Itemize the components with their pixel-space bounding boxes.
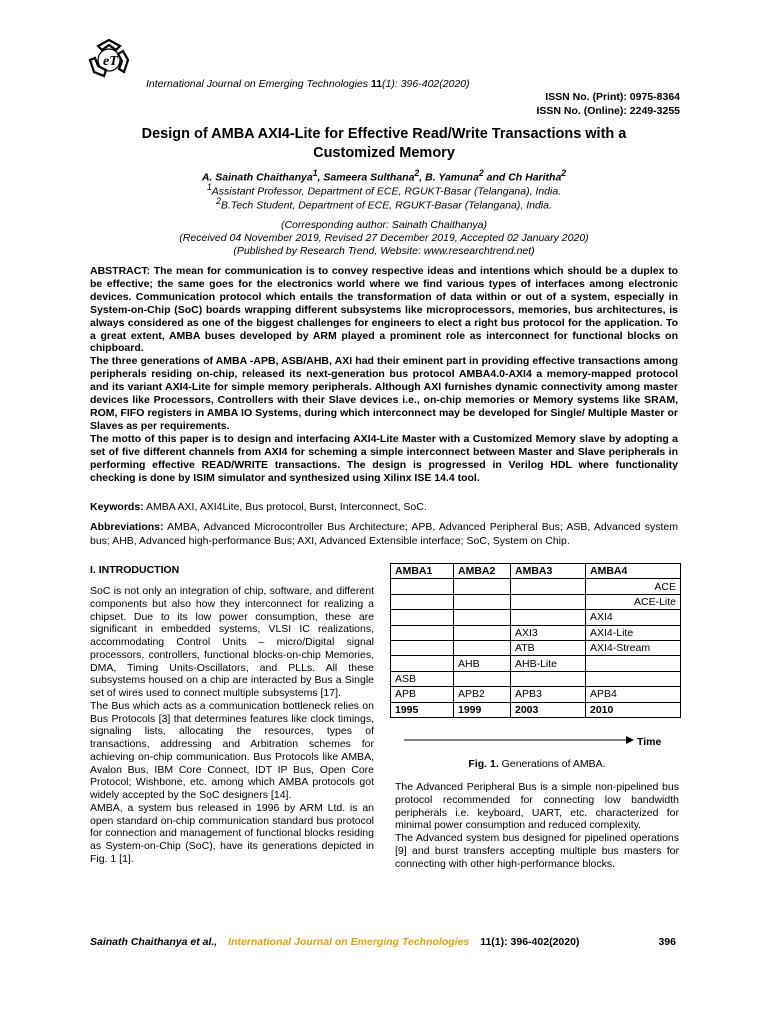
- table-cell: AXI4-Lite: [586, 625, 681, 640]
- table-cell: ACE-Lite: [586, 594, 681, 609]
- title-line-1: Design of AMBA AXI4-Lite for Effective Read/Write Transactions with a: [141, 126, 627, 142]
- table-row: [391, 640, 681, 655]
- intro-paragraph: AMBA, a system bus released in 1996 by ARM Ltd. is an open standard on-chip communication standard bus protocol for connection and management of functional blocks residing as System-on-Chip (SoC), have its generations depicted in Fig. 1 [1].: [90, 801, 374, 865]
- right-column-body: [395, 781, 679, 870]
- author-1-sup: 1: [312, 168, 318, 178]
- journal-name: International Journal on Emerging Technologies: [146, 78, 369, 90]
- journal-header: [146, 78, 470, 90]
- table-cell: [391, 656, 454, 671]
- abstract-paragraph: The motto of this paper is to design and interfacing AXI4-Lite Master with a Customized Memory slave by adopting a set of five different channels from AXI4 for scheming a simple interconnect between Master and Slave peripherals in performing effective READ/WRITE transactions. The design is progressed in Verilog HDL where functionality checking is done by ISIM simulator and synthesized using Xilinx ISE 14.4 tool.: [90, 432, 678, 484]
- introduction-body: [90, 585, 374, 866]
- title-line-2: Customized Memory: [313, 145, 455, 161]
- affiliation-2-sup: 2: [216, 196, 221, 206]
- footer-authors: Sainath Chaithanya et al.,: [90, 936, 218, 948]
- table-cell: [454, 610, 511, 625]
- table-cell: [454, 640, 511, 655]
- table-header-cell: AMBA1: [391, 564, 454, 579]
- table-cell: [391, 640, 454, 655]
- author-2: , Sameera Sulthana: [317, 171, 415, 184]
- intro-paragraph: The Bus which acts as a communication bottleneck relies on Bus Protocols [3] that determines features like clock timings, signaling lists, allocating the resources, types of transactions, addressing and Arbitration schemes for achieving on-chip communication. Bus Protocols like AMBA, Avalon Bus, IBM Core Connect, IDT IP Bus, Open Core Protocol; Wishbone, etc. among which AMBA protocols got widely accepted by the SoC designers [14].: [90, 699, 374, 801]
- journal-issue: (1): 396-402(2020): [382, 78, 470, 90]
- table-cell: [511, 671, 586, 686]
- table-header-cell: AMBA3: [511, 564, 586, 579]
- table-header-cell: AMBA2: [454, 564, 511, 579]
- body-paragraph: The Advanced system bus designed for pipelined operations [9] and burst transfers accepting multiple bus masters for connecting with other high-performance blocks.: [395, 832, 679, 870]
- table-row: [391, 625, 681, 640]
- abstract: [90, 265, 678, 484]
- table-cell: [586, 671, 681, 686]
- table-cell: [454, 625, 511, 640]
- journal-logo-icon: [84, 36, 134, 84]
- table-cell: AXI4-Stream: [586, 640, 681, 655]
- table-year-row: [391, 702, 681, 717]
- year-cell: 2010: [586, 702, 681, 717]
- keywords-text: AMBA AXI, AXI4Lite, Bus protocol, Burst, Interconnect, SoC.: [143, 501, 427, 513]
- table-cell: [454, 579, 511, 594]
- table-cell: [586, 656, 681, 671]
- affiliation-2: [90, 196, 678, 212]
- table-cell: AXI3: [511, 625, 586, 640]
- figure-caption-label: Fig. 1.: [468, 758, 499, 770]
- issn-print: ISSN No. (Print): 0975-8364: [545, 91, 680, 103]
- year-cell: 1999: [454, 702, 511, 717]
- table-cell: [391, 594, 454, 609]
- table-cell: [511, 594, 586, 609]
- body-paragraph: The Advanced Peripheral Bus is a simple non-pipelined bus protocol recommended for connecting low bandwidth peripherals i.e. keyboard, UART, etc. characterized for minimal power consumption and reduced complexity.: [395, 781, 679, 832]
- table-row: [391, 579, 681, 594]
- table-cell: ACE: [586, 579, 681, 594]
- table-cell: ASB: [391, 671, 454, 686]
- table-cell: [391, 610, 454, 625]
- table-row: [391, 656, 681, 671]
- table-cell: APB: [391, 687, 454, 702]
- table-cell: AHB: [454, 656, 511, 671]
- keywords: [90, 501, 678, 515]
- figure-caption: [395, 758, 679, 770]
- table-cell: [391, 579, 454, 594]
- table-row: [391, 687, 681, 702]
- author-1: A. Sainath Chaithanya: [201, 171, 313, 184]
- table-cell: [391, 625, 454, 640]
- abbreviations-label: Abbreviations:: [90, 521, 164, 533]
- footer-journal: International Journal on Emerging Technologies: [228, 936, 470, 948]
- timeline-arrow-icon: [404, 735, 634, 745]
- page-number: 396: [658, 936, 676, 948]
- journal-volume: 11: [370, 78, 383, 90]
- table-cell: AXI4: [586, 610, 681, 625]
- amba-generations-table: [390, 563, 681, 718]
- table-cell: [511, 610, 586, 625]
- author-4: and Ch Haritha: [483, 171, 562, 184]
- footer-issue: 11(1): 396-402(2020): [480, 936, 580, 948]
- table-row: [391, 671, 681, 686]
- figure-caption-text: Generations of AMBA.: [498, 758, 606, 770]
- abstract-paragraph: ABSTRACT: The mean for communication is to convey respective ideas and intentions which should be a duplex to be effective; the same goes for the electronics world where we find various types of interfaces among electronic devices. Communication protocol which entails the transformation of data within or out of a system, especially in System-on-Chip (SoC) boards wrapping different subsystems like microprocessors, memories, bus architectures, is always considered as one of the biggest challenges for engineers to elect a right bus protocol for the application. To a great extent, AMBA buses developed by ARM played a prominent role as interconnect for functional blocks on chipboard.: [90, 265, 678, 355]
- publisher-line: (Published by Research Trend, Website: www.researchtrend.net): [233, 245, 535, 257]
- author-4-sup: 2: [561, 168, 567, 178]
- table-cell: AHB-Lite: [511, 656, 586, 671]
- page-footer: [90, 936, 678, 948]
- issn-online: ISSN No. (Online): 2249-3255: [536, 105, 680, 117]
- affiliation-1-sup: 1: [206, 182, 212, 192]
- author-3: , B. Yamuna: [419, 171, 479, 184]
- table-cell: APB4: [586, 687, 681, 702]
- table-row: [391, 610, 681, 625]
- table-cell: [454, 594, 511, 609]
- table-row: [391, 594, 681, 609]
- table-cell: [454, 671, 511, 686]
- svg-text:eT: eT: [103, 54, 118, 69]
- abstract-paragraph: The three generations of AMBA -APB, ASB/AHB, AXI had their eminent part in providing effective transactions among peripherals residing on-chip, released its next-generation bus protocol AMBA4.0-AXI4 a memory-mapped protocol and its variant AXI4-Lite for simple memory peripherals. Although AXI furnishes dynamic connectivity among master devices like Processors, Controllers with their Slave devices i.e., on-chip memories or Memory systems like SRAM, ROM, FIFO registers in AMBA IO Systems, during which interconnect may be developed for Single/ Multiple Master or Slaves as per requirements.: [90, 355, 678, 432]
- table-cell: [511, 579, 586, 594]
- author-3-sup: 2: [478, 168, 484, 178]
- affiliation-2-text: B.Tech Student, Department of ECE, RGUKT-Basar (Telangana), India.: [220, 199, 552, 212]
- table-cell: ATB: [511, 640, 586, 655]
- abbreviations: [90, 521, 678, 548]
- table-cell: APB3: [511, 687, 586, 702]
- corresponding-author: (Corresponding author: Sainath Chaithanya): [280, 219, 488, 231]
- year-cell: 2003: [511, 702, 586, 717]
- section-heading-introduction: I. INTRODUCTION: [90, 564, 180, 576]
- received-dates: (Received 04 November 2019, Revised 27 December 2019, Accepted 02 January 2020): [179, 232, 589, 244]
- timeline-label: Time: [637, 736, 662, 748]
- year-cell: 1995: [391, 702, 454, 717]
- affiliation-1-text: Assistant Professor, Department of ECE, RGUKT-Basar (Telangana), India.: [211, 185, 562, 198]
- author-2-sup: 2: [414, 168, 420, 178]
- table-header-row: [391, 564, 681, 579]
- abbreviations-text: AMBA, Advanced Microcontroller Bus Architecture; APB, Advanced Peripheral Bus; ASB, Advanced system bus; AHB, Advanced high-performance Bus; AXI, Advanced Extensible interface; SoC, System on Chip.: [90, 521, 678, 547]
- table-header-cell: AMBA4: [586, 564, 681, 579]
- keywords-label: Keywords:: [90, 501, 144, 513]
- intro-paragraph: SoC is not only an integration of chip, software, and different components but also how they interconnect for realizing a chipset. Due to its low power consumption, these are significant in embedded systems, VLSI IC realizations, accommodating Control Units – micro/Digital signal processors, controllers, functional blocks-on-chip Memories, DMA, Timing Units-Oscillators, and PLLs. All these subsystems housed on a chip are interacted by Bus a Single set of wires used to connect multiple subsystems [17].: [90, 585, 374, 699]
- paper-title: [90, 125, 678, 163]
- table-cell: APB2: [454, 687, 511, 702]
